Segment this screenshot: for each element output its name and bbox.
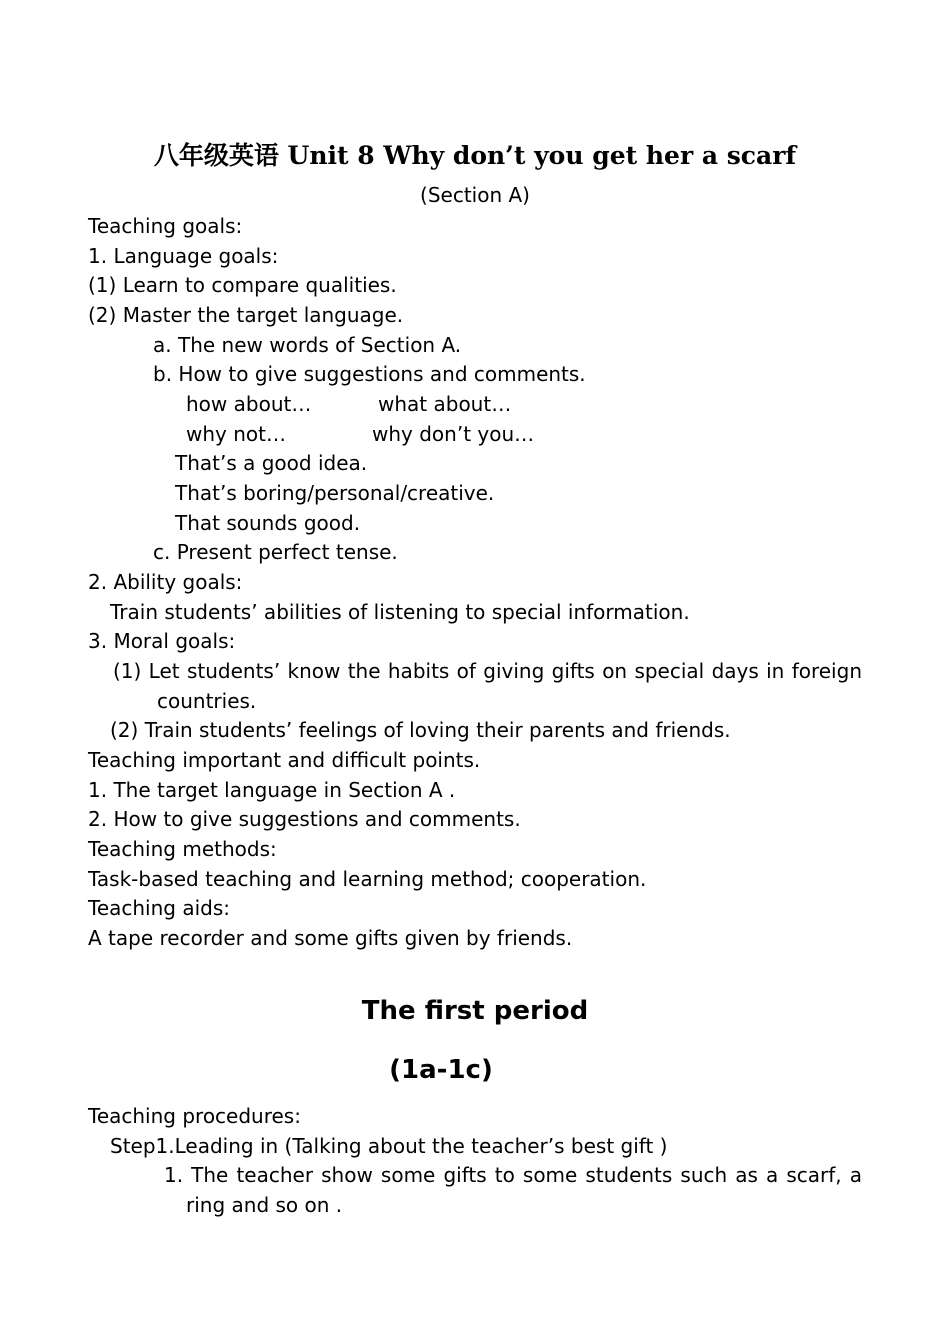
phrase-how-about: how about… [186,392,312,416]
phrase-why-dont-you: why don’t you… [372,422,535,446]
teaching-methods-heading: Teaching methods: [88,837,277,861]
period-title: The first period [361,996,589,1026]
language-goals-heading: 1. Language goals: [88,244,279,268]
teaching-procedures-heading: Teaching procedures: [88,1104,301,1128]
teaching-goals-heading: Teaching goals: [88,214,243,238]
step1-heading: Step1.Leading in (Talking about the teacher’s best gift ) [110,1134,668,1158]
ability-goals-text: Train students’ abilities of listening to special information. [110,600,690,624]
moral-goal-item-1: (1) Let students’ know the habits of giving gifts on special days in foreign countries. [113,659,862,713]
phrase-why-not: why not… [186,422,286,446]
response-sounds-good: That sounds good. [175,511,361,535]
ability-goals-heading: 2. Ability goals: [88,570,243,594]
sub-item-a: a. The new words of Section A. [153,333,462,357]
important-point-1: 1. The target language in Section A . [88,778,456,802]
teaching-aids-heading: Teaching aids: [88,896,231,920]
response-boring: That’s boring/personal/creative. [175,481,495,505]
important-point-2: 2. How to give suggestions and comments. [88,807,521,831]
language-goal-item-2: (2) Master the target language. [88,303,404,327]
document-title: 八年级英语 Unit 8 Why don’t you get her a scarf [153,141,797,170]
language-goal-item-1: (1) Learn to compare qualities. [88,273,397,297]
teaching-aids-text: A tape recorder and some gifts given by friends. [88,926,573,950]
teaching-methods-text: Task-based teaching and learning method; cooperation. [88,867,647,891]
moral-goals-heading: 3. Moral goals: [88,629,236,653]
period-range: (1a-1c) [389,1055,493,1085]
moral-goal-item-2: (2) Train students’ feelings of loving their parents and friends. [110,718,731,742]
sub-item-c: c. Present perfect tense. [153,540,398,564]
phrase-what-about: what about… [378,392,512,416]
important-points-heading: Teaching important and difficult points. [88,748,481,772]
section-subtitle: (Section A) [420,183,530,207]
step1-item-1: 1. The teacher show some gifts to some students such as a scarf, a ring and so on . [164,1163,862,1217]
response-good-idea: That’s a good idea. [175,451,368,475]
sub-item-b: b. How to give suggestions and comments. [153,362,586,386]
